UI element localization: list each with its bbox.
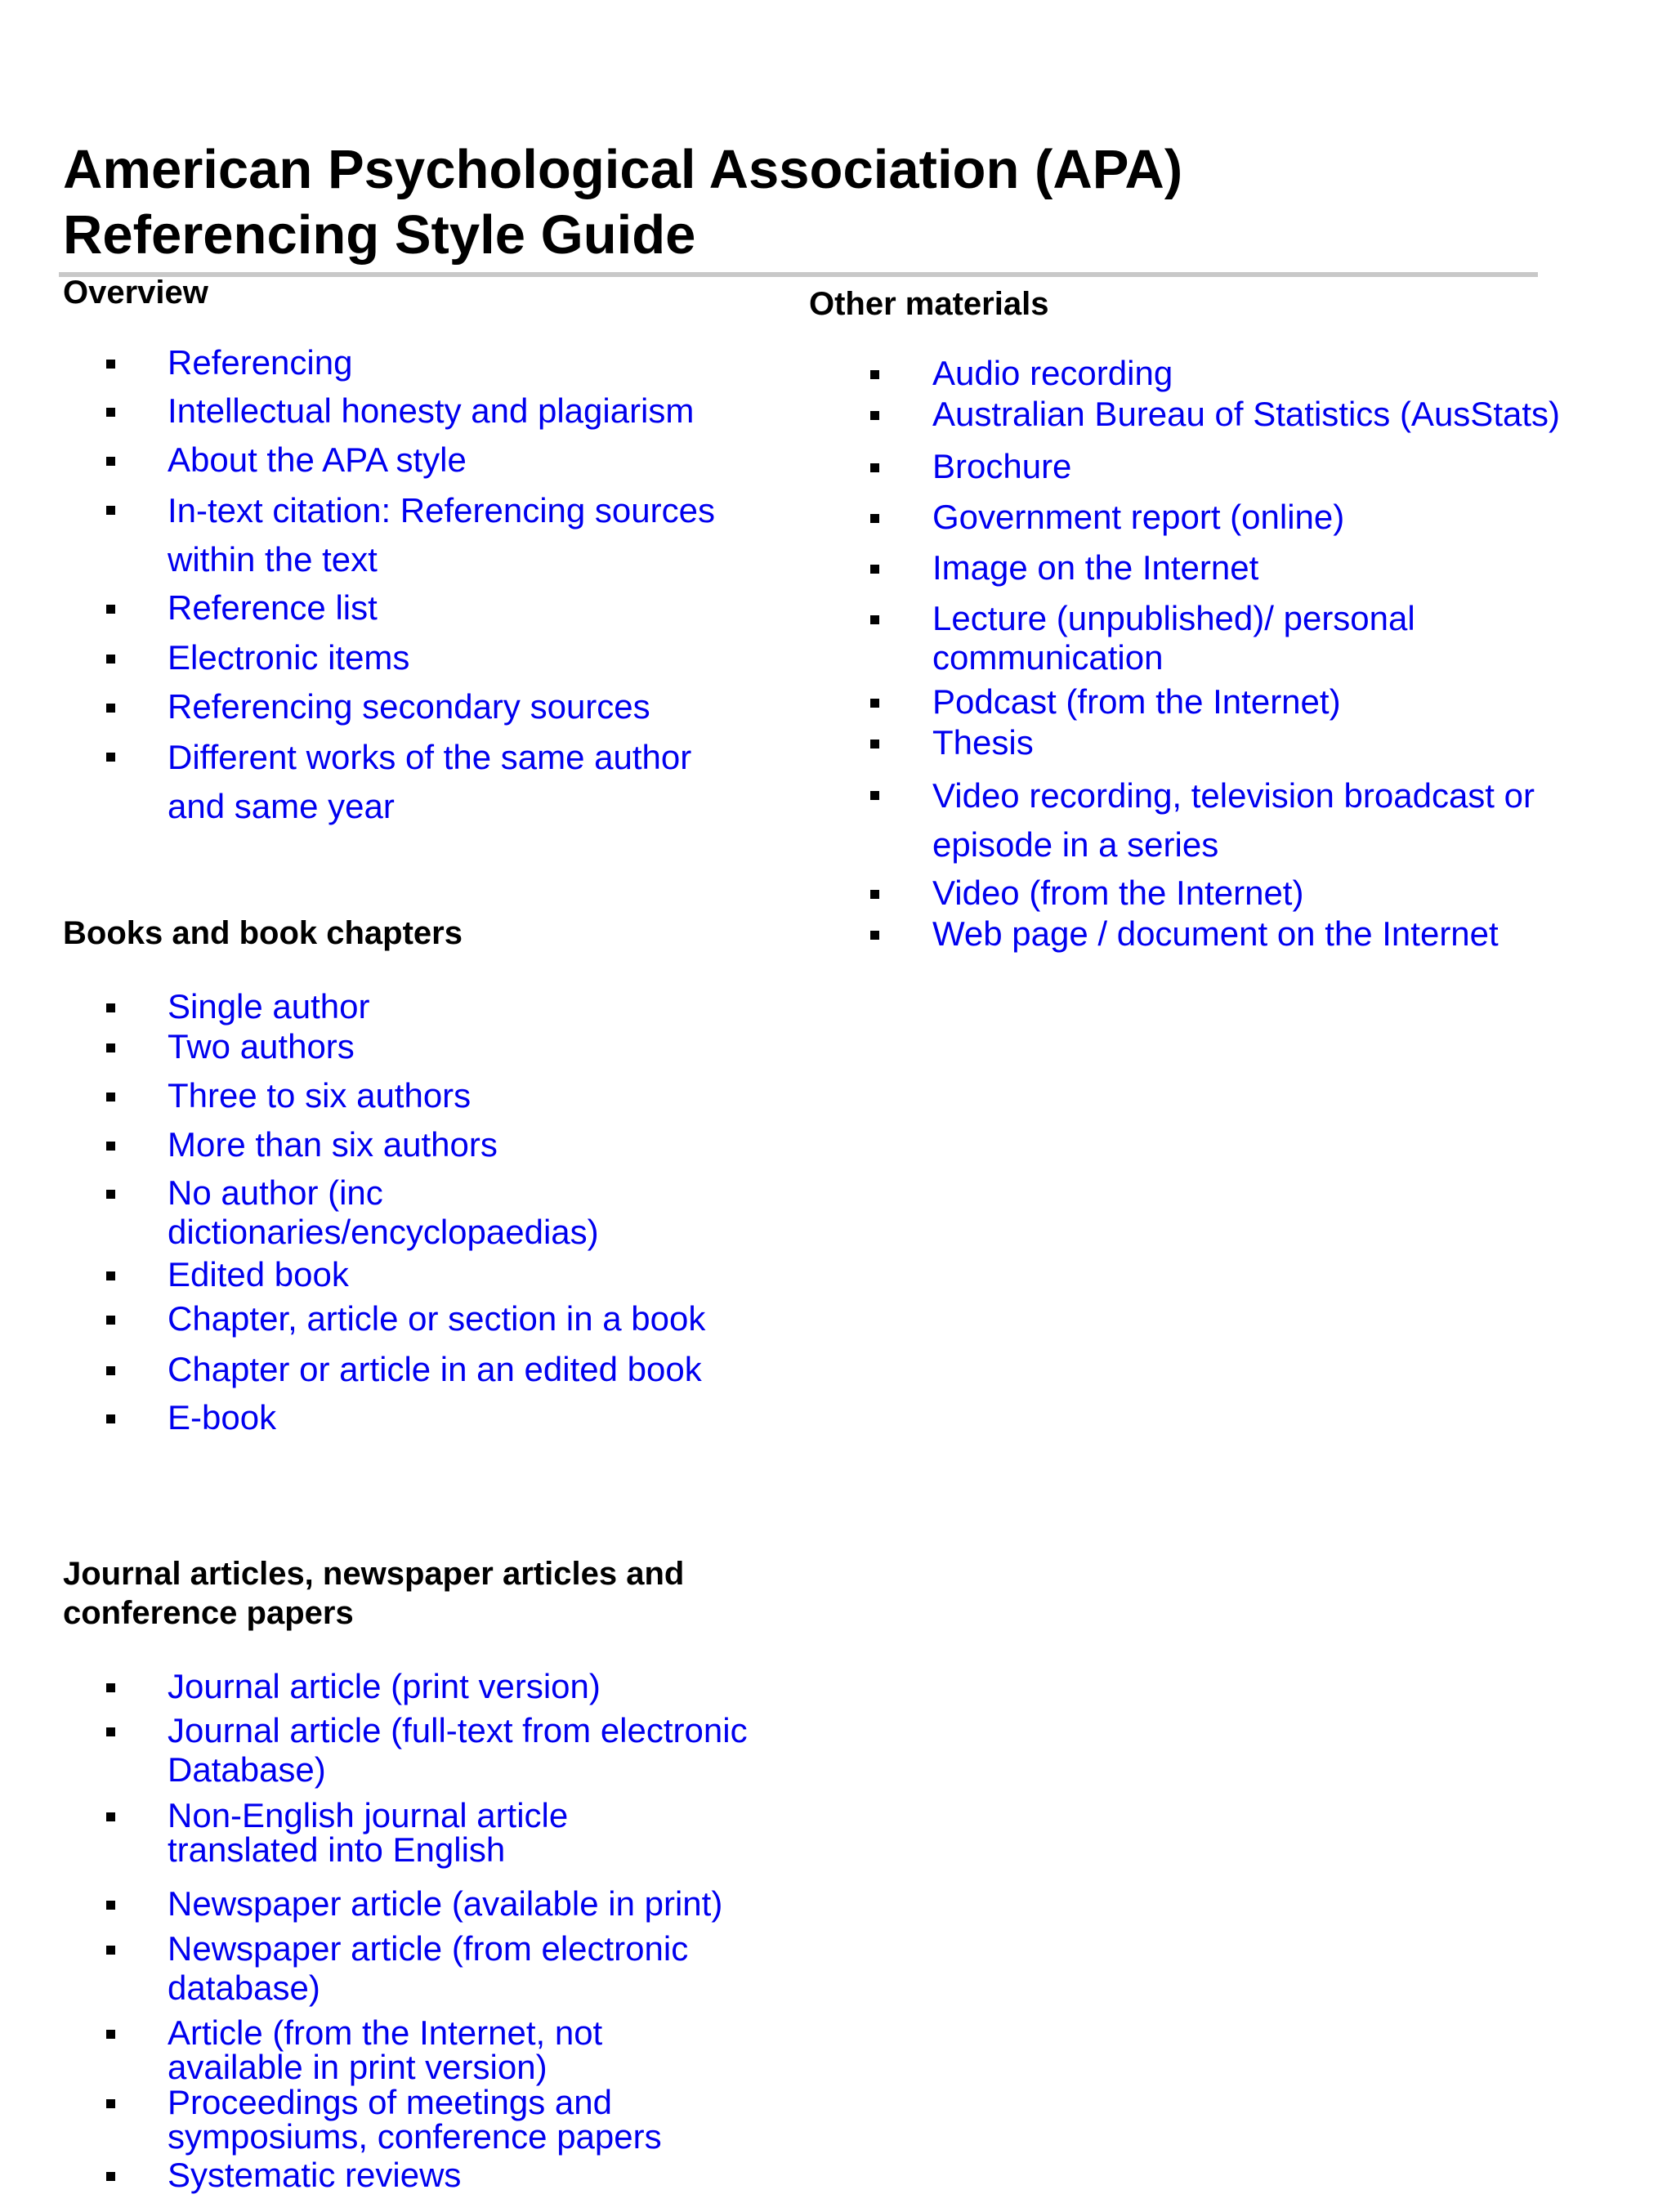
link-non-english-article[interactable]: Non-English journal article translated into English (168, 1799, 568, 1867)
bullet-icon (870, 411, 879, 420)
link-journal-article-print[interactable]: Journal article (print version) (168, 1667, 601, 1706)
link-in-text-citation[interactable]: In-text citation: Referencing sources within the text (168, 486, 715, 584)
link-chapter-in-book[interactable]: Chapter, article or section in a book (168, 1299, 705, 1338)
link-e-book[interactable]: E-book (168, 1398, 276, 1437)
link-video-internet[interactable]: Video (from the Internet) (932, 874, 1303, 913)
bullet-icon (106, 1271, 115, 1280)
bullet-icon (106, 1093, 115, 1102)
link-different-works-same-author[interactable]: Different works of the same author and same year (168, 733, 691, 831)
link-referencing[interactable]: Referencing (168, 340, 352, 385)
bullet-icon (106, 506, 115, 515)
link-government-report[interactable]: Government report (online) (932, 498, 1344, 537)
bullet-icon (106, 1812, 115, 1821)
link-systematic-reviews[interactable]: Systematic reviews (168, 2158, 461, 2192)
bullet-icon (870, 463, 879, 472)
bullet-icon (870, 931, 879, 940)
bullet-icon (870, 615, 879, 624)
link-electronic-items[interactable]: Electronic items (168, 635, 409, 680)
page-title-line-2: Referencing Style Guide (63, 204, 696, 266)
bullet-icon (106, 1901, 115, 1910)
bullet-icon (106, 1142, 115, 1151)
bullet-icon (106, 704, 115, 713)
link-article-internet[interactable]: Article (from the Internet, not available in print version) (168, 2016, 602, 2085)
bullet-icon (870, 890, 879, 899)
bullet-icon (106, 408, 115, 417)
bullet-icon (106, 1003, 115, 1012)
bullet-icon (106, 1683, 115, 1692)
link-no-author[interactable]: No author (inc dictionaries/encyclopaedias) (168, 1173, 599, 1252)
link-audio-recording[interactable]: Audio recording (932, 354, 1173, 393)
link-video-recording[interactable]: Video recording, television broadcast or episode in a series (932, 771, 1535, 869)
link-newspaper-electronic[interactable]: Newspaper article (from electronic database) (168, 1929, 688, 2008)
bullet-icon (870, 791, 879, 800)
bullet-icon (106, 2030, 115, 2039)
bullet-icon (106, 1043, 115, 1052)
link-newspaper-print[interactable]: Newspaper article (available in print) (168, 1884, 722, 1924)
bullet-icon (106, 753, 115, 762)
books-heading: Books and book chapters (63, 915, 463, 951)
bullet-icon (106, 2099, 115, 2108)
bullet-icon (106, 1946, 115, 1955)
link-edited-book[interactable]: Edited book (168, 1255, 349, 1294)
link-intellectual-honesty[interactable]: Intellectual honesty and plagiarism (168, 388, 694, 433)
bullet-icon (106, 1190, 115, 1199)
link-two-authors[interactable]: Two authors (168, 1027, 355, 1066)
bullet-icon (106, 1727, 115, 1736)
page-title (63, 137, 1182, 268)
bullet-icon (870, 740, 879, 749)
link-secondary-sources[interactable]: Referencing secondary sources (168, 684, 650, 729)
page-title-line-1: American Psychological Association (APA) (63, 139, 1183, 200)
bullet-icon (870, 699, 879, 708)
link-three-to-six-authors[interactable]: Three to six authors (168, 1076, 471, 1115)
link-thesis[interactable]: Thesis (932, 723, 1034, 762)
link-single-author[interactable]: Single author (168, 987, 370, 1026)
bullet-icon (106, 2172, 115, 2181)
link-brochure[interactable]: Brochure (932, 447, 1071, 486)
link-proceedings[interactable]: Proceedings of meetings and symposiums, conference papers (168, 2085, 662, 2154)
bullet-icon (106, 457, 115, 466)
link-lecture[interactable]: Lecture (unpublished)/ personal communication (932, 599, 1415, 677)
link-ausstats[interactable]: Australian Bureau of Statistics (AusStats) (932, 395, 1560, 434)
link-journal-article-full-text[interactable]: Journal article (full-text from electronic Database) (168, 1711, 748, 1790)
bullet-icon (106, 1414, 115, 1423)
bullet-icon (870, 514, 879, 523)
link-reference-list[interactable]: Reference list (168, 585, 378, 630)
link-about-apa-style[interactable]: About the APA style (168, 437, 467, 482)
bullet-icon (106, 360, 115, 369)
bullet-icon (106, 1366, 115, 1375)
bullet-icon (870, 565, 879, 574)
bullet-icon (106, 655, 115, 664)
link-web-page[interactable]: Web page / document on the Internet (932, 914, 1499, 954)
bullet-icon (106, 1316, 115, 1325)
overview-heading: Overview (63, 275, 208, 311)
other-materials-heading: Other materials (809, 286, 1049, 322)
journals-heading: Journal articles, newspaper articles and conference papers (63, 1556, 685, 1631)
link-chapter-in-edited-book[interactable]: Chapter or article in an edited book (168, 1350, 702, 1389)
title-divider (59, 272, 1538, 277)
link-image-internet[interactable]: Image on the Internet (932, 548, 1258, 588)
bullet-icon (870, 370, 879, 379)
link-podcast[interactable]: Podcast (from the Internet) (932, 682, 1341, 722)
bullet-icon (106, 605, 115, 614)
link-more-than-six-authors[interactable]: More than six authors (168, 1125, 498, 1164)
